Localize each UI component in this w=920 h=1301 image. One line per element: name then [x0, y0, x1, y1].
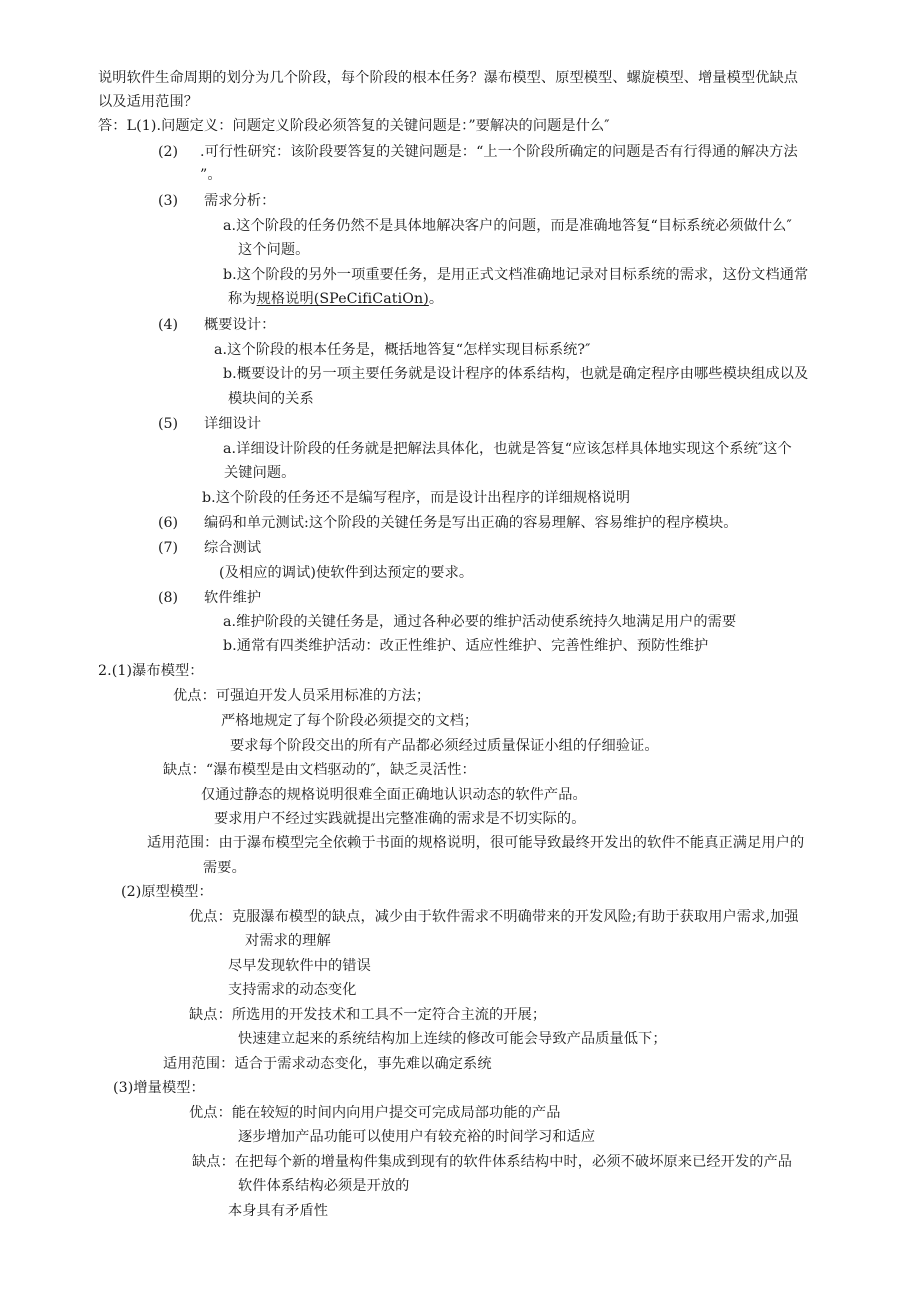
stage-7-item: (及相应的调试)使软件到达预定的要求。: [219, 565, 474, 581]
stage-8-title: 软件维护: [204, 590, 262, 606]
waterfall-cons-2: 仅通过静态的规格说明很难全面正确地认识动态的软件产品。: [201, 787, 587, 803]
stage-5-item-b: b.这个阶段的任务还不是编写程序，而是设计出程序的详细规格说明: [202, 490, 631, 506]
stage-3-title: 需求分析：: [204, 193, 276, 209]
waterfall-pros-2: 严格地规定了每个阶段必须提交的文档；: [221, 713, 479, 729]
prototype-cons-1: 缺点：所选用的开发技术和工具不一定符合主流的开展；: [189, 1007, 547, 1023]
incremental-cons-3: 本身具有矛盾性: [228, 1203, 329, 1219]
stage-8-item-b: b.通常有四类维护活动：改正性维护、适应性维护、完善性维护、预防性维护: [223, 638, 709, 654]
stage-2-number: (2): [158, 144, 179, 160]
question-line-1: 说明软件生命周期的划分为几个阶段，每个阶段的根本任务？瀑布模型、原型模型、螺旋模型、增量模型优缺点: [98, 70, 799, 86]
waterfall-scope: 适用范围：由于瀑布模型完全依赖于书面的规格说明，很可能导致最终开发出的软件不能真正满足用户的: [147, 835, 805, 851]
incremental-cons-1: 缺点：在把每个新的增量构件集成到现有的软件体系结构中时，必须不破坏原来已经开发的产品: [192, 1154, 793, 1170]
waterfall-cons-1: 缺点：“瀑布模型是由文档驱动的″，缺乏灵活性：: [163, 762, 476, 778]
stage-3-item-b: b.这个阶段的另外一项重要任务，是用正式文档准确地记录对目标系统的需求，这份文档通常: [223, 267, 809, 283]
waterfall-heading: 2.(1)瀑布模型：: [98, 663, 204, 679]
specification-term: 规格说明(SPeCifiCatiOn): [256, 291, 429, 307]
stage-4-item-b: b.概要设计的另一项主要任务就是设计程序的体系结构，也就是确定程序由哪些模块组成以及: [223, 366, 809, 382]
prototype-heading: (2)原型模型：: [121, 884, 213, 900]
prototype-pros-2: 尽早发现软件中的错误: [228, 958, 371, 974]
stage-3-item-b-cont-post: 。: [428, 291, 444, 307]
waterfall-scope-cont: 需要。: [203, 860, 246, 876]
stage-7-number: (7): [158, 540, 179, 556]
stage-3-item-a: a.这个阶段的任务仍然不是具体地解决客户的问题，而是准确地答复“目标系统必须做什么″: [223, 218, 792, 234]
prototype-cons-2: 快速建立起来的系统结构加上连续的修改可能会导致产品质量低下；: [238, 1031, 667, 1047]
waterfall-cons-3: 要求用户不经过实践就提出完整准确的需求是不切实际的。: [214, 811, 586, 827]
stage-3-item-a-cont: 这个问题。: [238, 242, 310, 258]
prototype-pros-1-cont: 对需求的理解: [245, 933, 331, 949]
incremental-cons-2: 软件体系结构必须是开放的: [238, 1178, 410, 1194]
answer-stage-1: 答：L(1).问题定义：问题定义阶段必须答复的关键问题是：”要解决的问题是什么″: [98, 118, 610, 134]
stage-5-number: (5): [158, 416, 179, 432]
stage-2-text-cont: ”。: [200, 167, 222, 183]
incremental-pros-2: 逐步增加产品功能可以使用户有较充裕的时间学习和适应: [238, 1129, 596, 1145]
stage-6-number: (6): [158, 515, 179, 531]
question-line-2: 以及适用范围？: [98, 94, 199, 110]
prototype-scope: 适用范围：适合于需求动态变化，事先难以确定系统: [163, 1056, 492, 1072]
stage-8-number: (8): [158, 590, 179, 606]
stage-8-item-a: a.维护阶段的关键任务是，通过各种必要的维护活动使系统持久地满足用户的需要: [223, 614, 737, 630]
stage-6-title: 编码和单元测试:这个阶段的关键任务是写出正确的容易理解、容易维护的程序模块。: [204, 515, 738, 531]
stage-4-item-a: a.这个阶段的根本任务是，概括地答复“怎样实现目标系统?″: [214, 342, 591, 358]
stage-4-title: 概要设计：: [204, 317, 276, 333]
stage-4-item-b-cont: 模块间的关系: [228, 391, 314, 407]
stage-3-item-b-cont: [228, 289, 443, 309]
stage-2-text: .可行性研究：该阶段要答复的关键问题是：“上一个阶段所确定的问题是否有行得通的解决方法: [200, 144, 798, 160]
waterfall-pros-3: 要求每个阶段交出的所有产品都必须经过质量保证小组的仔细验证。: [230, 738, 659, 754]
incremental-heading: (3)增量模型：: [113, 1080, 205, 1096]
prototype-pros-3: 支持需求的动态变化: [228, 982, 357, 998]
stage-5-item-a-cont: 关键问题。: [224, 465, 296, 481]
prototype-pros-1: 优点：克服瀑布模型的缺点，减少由于软件需求不明确带来的开发风险;有助于获取用户需求,加强: [189, 909, 799, 925]
stage-5-item-a: a.详细设计阶段的任务就是把解法具体化，也就是答复“应该怎样具体地实现这个系统″这个: [223, 441, 792, 457]
stage-3-number: (3): [158, 193, 179, 209]
waterfall-pros-1: 优点：可强迫开发人员采用标准的方法；: [173, 688, 431, 704]
stage-3-item-b-cont-pre: 称为: [228, 291, 257, 307]
stage-5-title: 详细设计: [204, 416, 262, 432]
stage-7-title: 综合测试: [204, 540, 262, 556]
stage-4-number: (4): [158, 317, 179, 333]
incremental-pros-1: 优点：能在较短的时间内向用户提交可完成局部功能的产品: [189, 1105, 561, 1121]
